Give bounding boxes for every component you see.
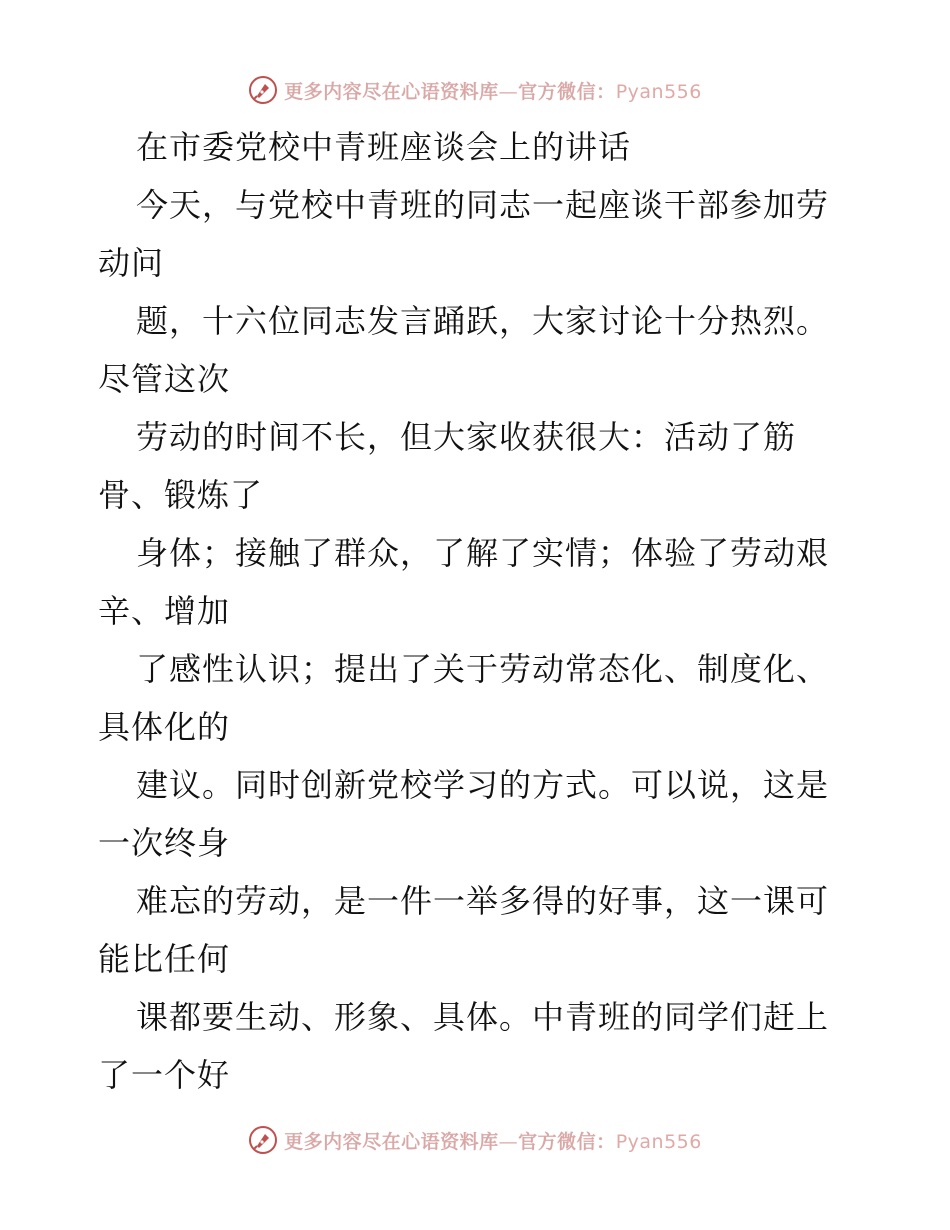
text-line: 题，十六位同志发言踊跃，大家讨论十分热烈。	[136, 302, 830, 340]
wechat-id: Pyan556	[615, 1130, 702, 1153]
wechat-id: Pyan556	[615, 80, 702, 103]
watermark-slogan: 更多内容尽在心语资料库	[284, 80, 499, 103]
pen-nib-logo-icon	[248, 1125, 278, 1155]
text-line: 身体；接触了群众，了解了实情；体验了劳动艰	[136, 534, 830, 572]
watermark-separator: —	[498, 1130, 519, 1153]
watermark-text	[284, 77, 702, 104]
text-line: 骨、锻炼了	[98, 476, 264, 514]
text-line: 能比任何	[98, 940, 231, 978]
watermark-separator: —	[498, 80, 519, 103]
watermark-text	[284, 1127, 702, 1154]
text-line: 难忘的劳动，是一件一举多得的好事，这一课可	[136, 882, 830, 920]
footer-watermark-banner	[0, 1122, 950, 1158]
text-line: 一次终身	[98, 824, 231, 862]
wechat-label: 官方微信：	[518, 1130, 616, 1153]
header-watermark-banner	[0, 72, 950, 108]
text-line: 具体化的	[98, 708, 231, 746]
watermark-slogan: 更多内容尽在心语资料库	[284, 1130, 499, 1153]
document-body	[98, 118, 858, 1104]
text-line: 辛、增加	[98, 592, 231, 630]
text-line: 建议。同时创新党校学习的方式。可以说，这是	[136, 766, 830, 804]
text-line: 劳动的时间不长，但大家收获很大：活动了筋	[136, 418, 797, 456]
text-line: 了一个好	[98, 1056, 231, 1094]
text-line: 今天，与党校中青班的同志一起座谈干部参加劳	[136, 186, 830, 224]
text-line: 课都要生动、形象、具体。中青班的同学们赶上	[136, 998, 830, 1036]
pen-nib-logo-icon	[248, 75, 278, 105]
text-line: 尽管这次	[98, 360, 231, 398]
document-title: 在市委党校中青班座谈会上的讲话	[136, 128, 632, 166]
wechat-label: 官方微信：	[518, 80, 616, 103]
text-line: 动问	[98, 244, 165, 282]
text-line: 了感性认识；提出了关于劳动常态化、制度化、	[136, 650, 830, 688]
